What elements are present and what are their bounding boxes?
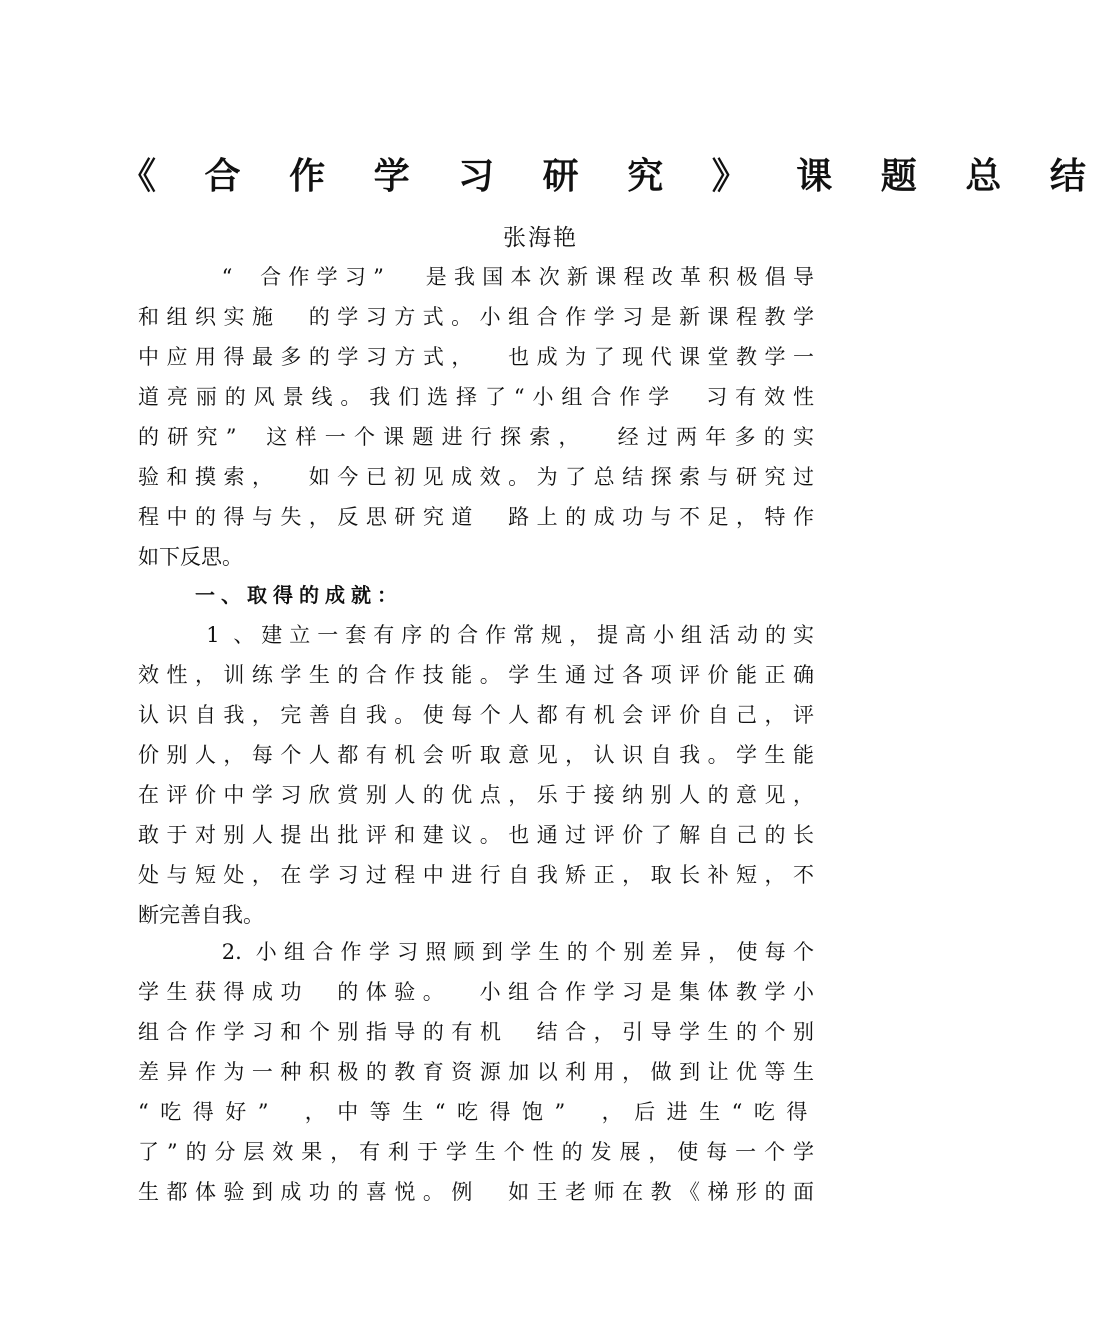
item2-line: 差异作为一种积极的教育资源加以利用，做到让优等生 bbox=[138, 1060, 814, 1084]
author-name: 张海艳 bbox=[503, 225, 578, 251]
intro-line: 的研究” 这样一个课题进行探索， 经过两年多的实 bbox=[138, 425, 814, 449]
item1-line: 敢于对别人提出批评和建议。也通过评价了解自己的长 bbox=[138, 823, 814, 847]
intro-line: 中应用得最多的学习方式， 也成为了现代课堂教学一 bbox=[138, 345, 814, 369]
intro-line: 如下反思。 bbox=[138, 545, 243, 569]
item2-line: 生都体验到成功的喜悦。例 如王老师在教《梯形的面 bbox=[138, 1180, 814, 1204]
item1-line: 价别人，每个人都有机会听取意见，认识自我。学生能 bbox=[138, 743, 814, 767]
item1-line: 认识自我，完善自我。使每个人都有机会评价自己，评 bbox=[138, 703, 814, 727]
item1-line: 1 、建立一套有序的合作常规，提高小组活动的实 bbox=[138, 623, 814, 647]
section-heading: 一、取得的成就： bbox=[195, 583, 403, 607]
item2-line: 了”的分层效果，有利于学生个性的发展，使每一个学 bbox=[138, 1140, 814, 1164]
item1-line: 处与短处，在学习过程中进行自我矫正，取长补短，不 bbox=[138, 863, 814, 887]
intro-line: 验和摸索， 如今已初见成效。为了总结探索与研究过 bbox=[138, 465, 814, 489]
item2-line: 学生获得成功 的体验。 小组合作学习是集体教学小 bbox=[138, 980, 814, 1004]
intro-line: 和组织实施 的学习方式。小组合作学习是新课程教学 bbox=[138, 305, 814, 329]
item1-line: 在评价中学习欣赏别人的优点，乐于接纳别人的意见， bbox=[138, 783, 814, 807]
intro-line: 道亮丽的风景线。我们选择了“小组合作学 习有效性 bbox=[138, 385, 814, 409]
item2-line: “吃得好” ，中等生“吃得饱” ，后进生“吃得 bbox=[138, 1100, 814, 1124]
intro-line: “ 合作学习” 是我国本次新课程改革积极倡导 bbox=[138, 265, 814, 289]
item1-line: 断完善自我。 bbox=[138, 903, 264, 927]
item2-line: 2. 小组合作学习照顾到学生的个别差异，使每个 bbox=[138, 940, 814, 964]
intro-line: 程中的得与失，反思研究道 路上的成功与不足，特作 bbox=[138, 505, 814, 529]
item2-line: 组合作学习和个别指导的有机 结合，引导学生的个别 bbox=[138, 1020, 814, 1044]
document-title: 《 合 作 学 习 研 究 》 课 题 总 结 bbox=[120, 155, 1104, 197]
item1-line: 效性，训练学生的合作技能。学生通过各项评价能正确 bbox=[138, 663, 814, 687]
